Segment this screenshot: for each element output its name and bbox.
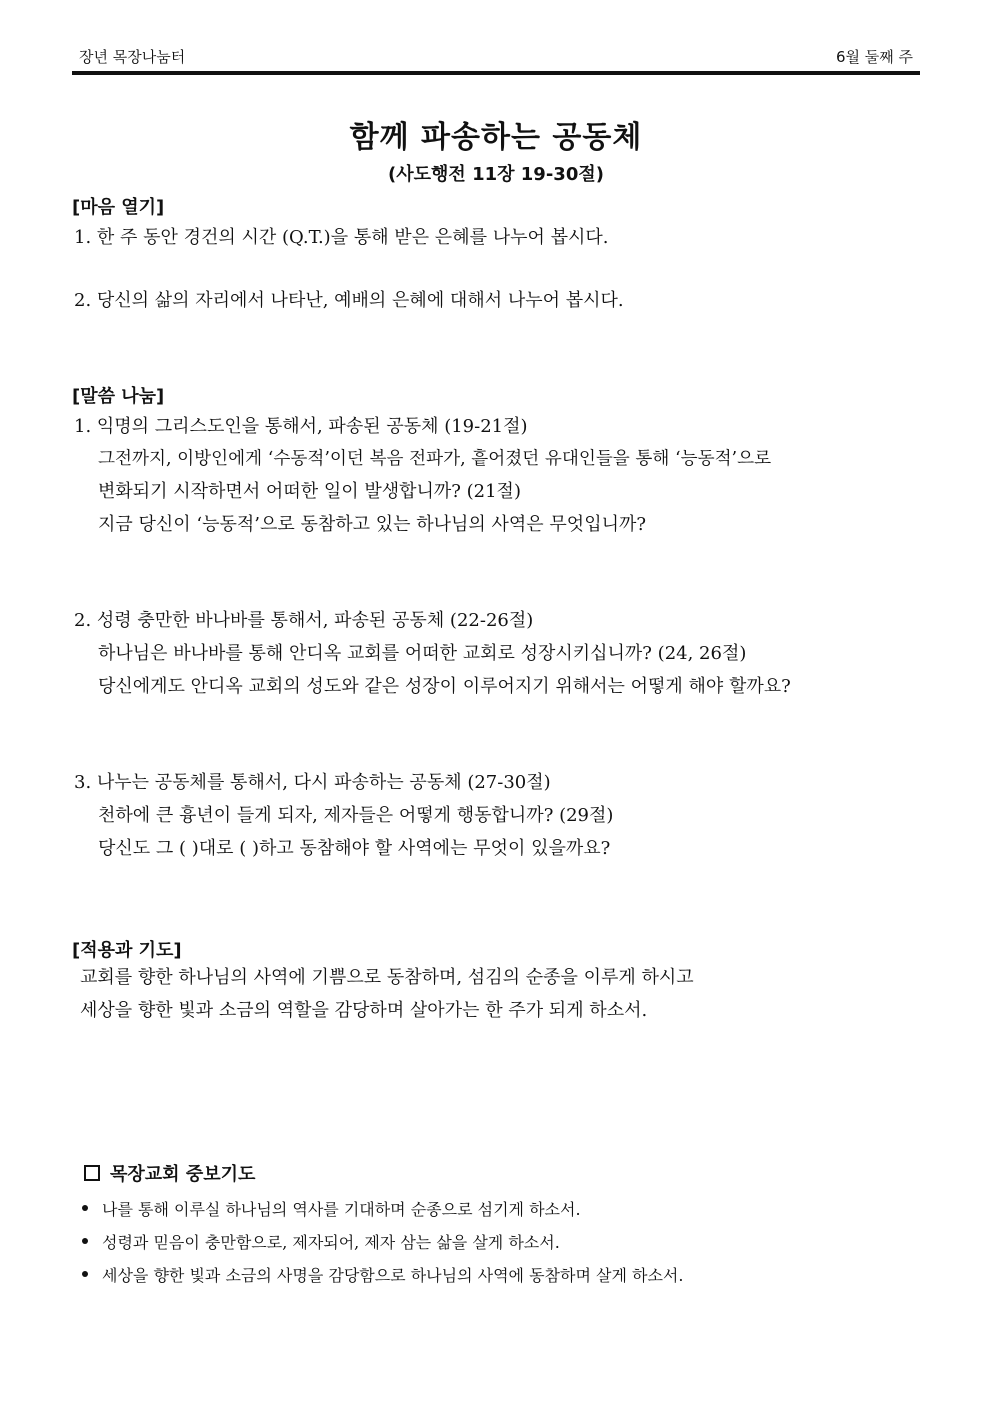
section-heading-word-sharing: [말씀 나눔]	[72, 386, 165, 407]
prayer-item-text: 세상을 향한 빛과 소금의 사명을 감당함으로 하나님의 사역에 동참하며 살게 하소서.	[102, 1266, 684, 1285]
scripture-reference: (사도행전 11장 19-30절)	[388, 164, 604, 185]
question-line: 지금 당신이 ‘능동적’으로 동참하고 있는 하나님의 사역은 무엇입니까?	[98, 514, 647, 535]
header-group-name: 장년 목장나눔터	[79, 48, 186, 66]
intercessory-prayer-title: 목장교회 중보기도	[110, 1164, 256, 1185]
bullet-icon	[82, 1271, 88, 1277]
section-heading-application-prayer: [적용과 기도]	[72, 940, 182, 961]
question-line: 천하에 큰 흉년이 들게 되자, 제자들은 어떻게 행동합니까? (29절)	[98, 805, 614, 826]
question-line: 당신도 그 ( )대로 ( )하고 동참해야 할 사역에는 무엇이 있을까요?	[98, 838, 611, 859]
bullet-icon	[82, 1205, 88, 1211]
question-line: 그전까지, 이방인에게 ‘수동적’이던 복음 전파가, 흩어졌던 유대인들을 통해 ‘능동적’으로	[98, 449, 772, 469]
question-line: 1. 한 주 동안 경건의 시간 (Q.T.)을 통해 받은 은혜를 나누어 봅시다.	[74, 227, 609, 248]
section-heading-open-heart: [마음 열기]	[72, 197, 165, 218]
intercessory-prayer-heading	[84, 1160, 255, 1186]
prayer-item-text: 나를 통해 이루실 하나님의 역사를 기대하며 순종으로 섬기게 하소서.	[102, 1200, 581, 1219]
page-header	[79, 44, 919, 68]
question-line: 1. 익명의 그리스도인을 통해서, 파송된 공동체 (19-21절)	[74, 416, 528, 437]
checkbox-icon	[84, 1165, 100, 1181]
prayer-line: 세상을 향한 빛과 소금의 역할을 감당하며 살아가는 한 주가 되게 하소서.	[80, 1000, 648, 1021]
question-line: 당신에게도 안디옥 교회의 성도와 같은 성장이 이루어지기 위해서는 어떻게 해야 할까요?	[98, 676, 791, 697]
prayer-line: 교회를 향한 하나님의 사역에 기쁨으로 동참하며, 섬김의 순종을 이루게 하시고	[80, 967, 694, 988]
list-item	[82, 1263, 683, 1286]
header-week: 6월 둘째 주	[835, 48, 913, 66]
list-item	[82, 1230, 560, 1253]
prayer-item-text: 성령과 믿음이 충만함으로, 제자되어, 제자 삼는 삶을 살게 하소서.	[102, 1233, 560, 1252]
question-line: 3. 나누는 공동체를 통해서, 다시 파송하는 공동체 (27-30절)	[74, 772, 551, 793]
question-line: 하나님은 바나바를 통해 안디옥 교회를 어떠한 교회로 성장시키십니까? (24, 26절)	[98, 643, 747, 664]
header-divider	[72, 71, 920, 75]
question-line: 2. 당신의 삶의 자리에서 나타난, 예배의 은혜에 대해서 나누어 봅시다.	[74, 290, 624, 311]
question-line: 2. 성령 충만한 바나바를 통해서, 파송된 공동체 (22-26절)	[74, 610, 534, 631]
list-item	[82, 1197, 581, 1220]
page-title: 함께 파송하는 공동체	[349, 120, 643, 155]
bullet-icon	[82, 1238, 88, 1244]
question-line: 변화되기 시작하면서 어떠한 일이 발생합니까? (21절)	[98, 481, 521, 502]
